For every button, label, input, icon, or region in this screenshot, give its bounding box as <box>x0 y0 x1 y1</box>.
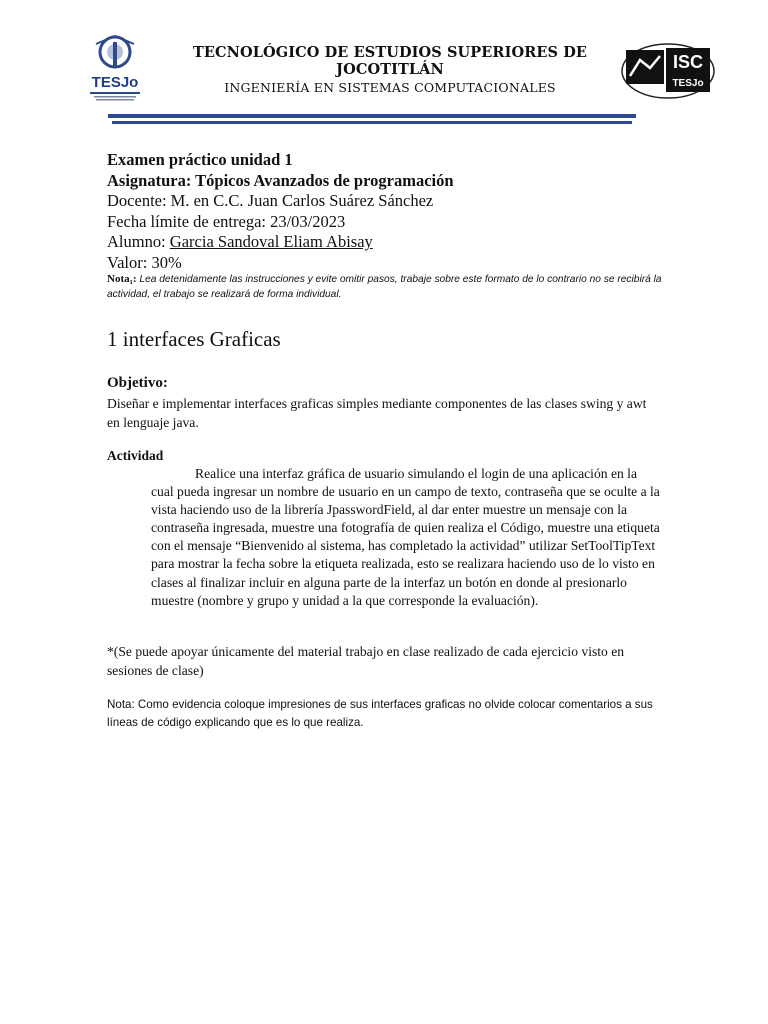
svg-text:ISC: ISC <box>672 52 704 72</box>
student-name: Garcia Sandoval Eliam Abisay <box>169 232 373 251</box>
exam-info <box>107 150 667 273</box>
exam-value: Valor: 30% <box>107 252 182 272</box>
svg-text:TESJo: TESJo <box>91 74 139 91</box>
svg-text:TESJo: TESJo <box>672 78 704 89</box>
isc-logo <box>620 42 716 100</box>
header-rule-top <box>108 114 636 118</box>
evidence-note: Nota: Como evidencia coloque impresiones de sus interfaces graficas no olvide colocar comentarios a sus líneas de código explicando que es lo que realiza. <box>107 698 653 729</box>
objective-text: Diseñar e implementar interfaces graficas simples mediante componentes de las clases swing y awt en lenguaje java. <box>107 396 647 430</box>
note-label: Nota₁: <box>107 273 137 285</box>
student-label: Alumno: <box>107 232 166 251</box>
section-title: 1 interfaces Graficas <box>107 327 281 351</box>
activity-body: Realice una interfaz gráfica de usuario simulando el login de una aplicación en la cual pueda ingresar un nombre de usuario en un campo de texto, contraseña que se oculte a la vista haciendo uso de la librería JpasswordField, al dar enter muestre un mensaje con la contraseña ingresada, muestre una fotografía de quien realiza el Código, muestre una etiqueta con el mensaje “Bienvenido al sistema, has completado la actividad” utilizar SetToolTipText para mostrar la fecha sobre la etiqueta realizada, esto se realizara haciendo uso de lo visto en clases al finalizar incluir en alguna parte de la interfaz un botón en donde al presionarlo muestre (nombre y grupo y unidad a la que corresponde la evaluación). <box>151 466 660 608</box>
institution-title: TECNOLÓGICO DE ESTUDIOS SUPERIORES DE JOCOTITLÁN <box>192 44 588 78</box>
objective-title: Objetivo: <box>107 375 168 391</box>
activity-text <box>151 465 661 610</box>
career-title: INGENIERÍA EN SISTEMAS COMPUTACIONALES <box>224 80 556 95</box>
deadline: Fecha límite de entrega: 23/03/2023 <box>107 211 346 231</box>
header-rule-bottom <box>112 121 632 124</box>
teacher: Docente: M. en C.C. Juan Carlos Suárez Sánchez <box>107 191 434 210</box>
student-line <box>107 232 667 253</box>
subject: Asignatura: Tópicos Avanzados de programación <box>107 170 454 190</box>
note-text: Lea detenidamente las instrucciones y evite omitir pasos, trabaje sobre este formato de lo contrario no se recibirá la actividad, el trabajo se realizará de forma individual. <box>107 274 662 300</box>
activity-title: Actividad <box>107 448 164 463</box>
support-text: *(Se puede apoyar únicamente del material trabajo en clase realizado de cada ejercicio visto en sesiones de clase) <box>107 644 625 678</box>
exam-title: Examen práctico unidad 1 <box>107 150 293 169</box>
instructions-note <box>107 272 667 302</box>
tesjo-logo <box>84 32 146 104</box>
